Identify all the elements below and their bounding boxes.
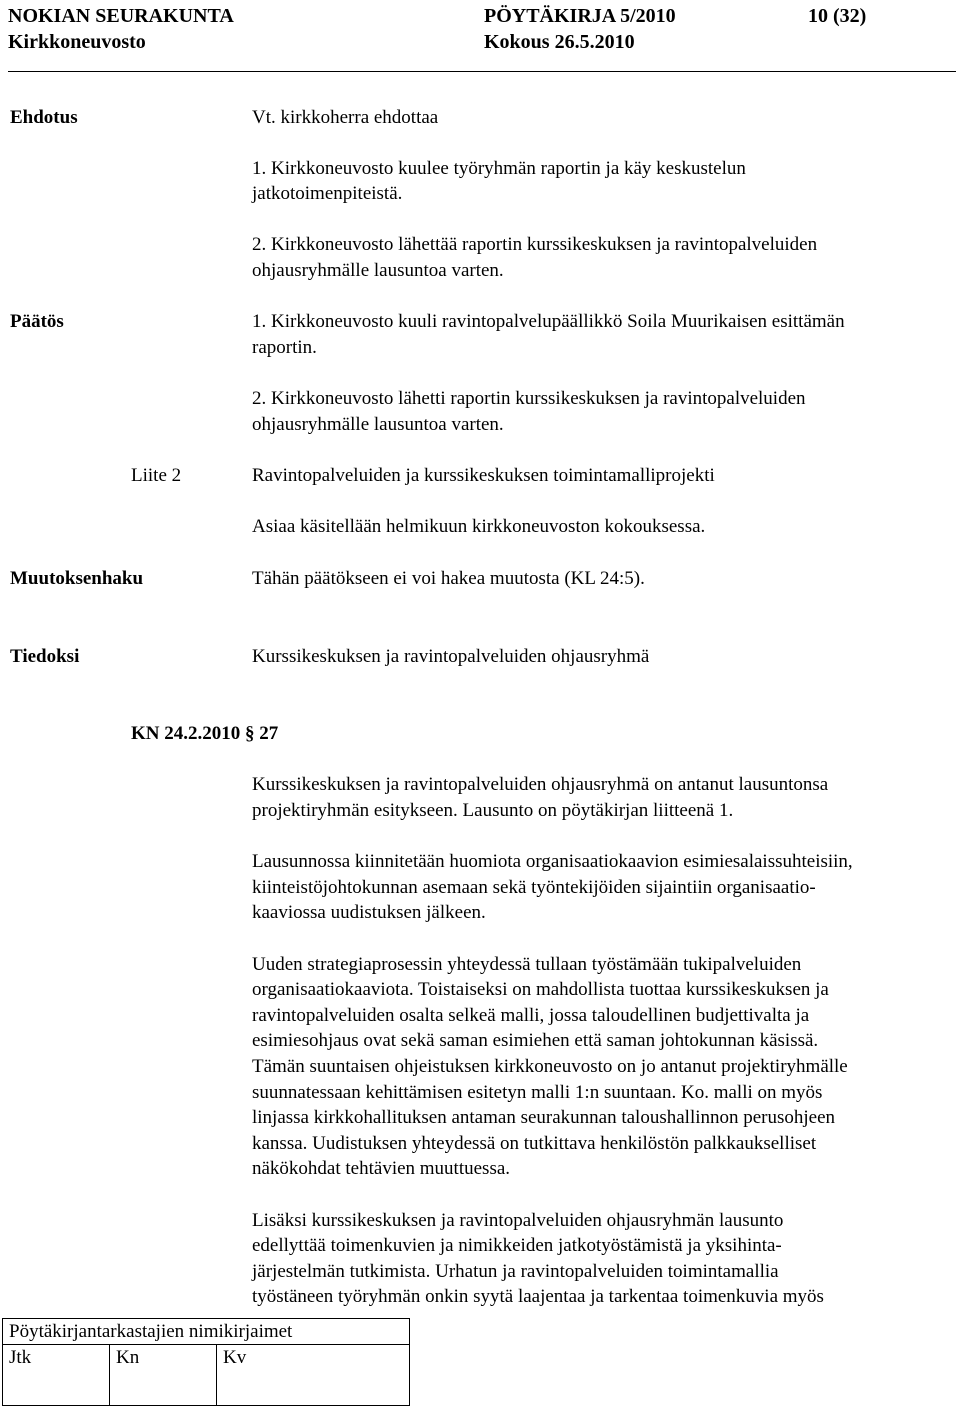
ehdotus-item1-line1: 1. Kirkkoneuvosto kuulee työryhmän raportin ja käy keskustelun — [252, 158, 746, 179]
liite-label: Liite 2 — [131, 465, 182, 486]
signature-cell-kv: Kv — [217, 1345, 410, 1406]
ehdotus-item1-line2: jatkotoimenpiteistä. — [252, 183, 403, 204]
paatos-item2-line2: ohjausryhmälle lausuntoa varten. — [252, 414, 504, 435]
ehdotus-label: Ehdotus — [10, 107, 78, 128]
paatos-item2-line1: 2. Kirkkoneuvosto lähetti raportin kurssikeskuksen ja ravintopalveluiden — [252, 388, 806, 409]
page-number: 10 (32) — [808, 5, 867, 27]
organ-name: Kirkkoneuvosto — [8, 31, 146, 53]
org-name: NOKIAN SEURAKUNTA — [8, 5, 234, 27]
meeting-date: Kokous 26.5.2010 — [484, 31, 635, 53]
p2-line-3: kaaviossa uudistuksen jälkeen. — [252, 902, 486, 923]
tiedoksi-text: Kurssikeskuksen ja ravintopalveluiden ohjausryhmä — [252, 646, 650, 667]
tiedoksi-label: Tiedoksi — [10, 646, 80, 667]
paatos-item1-line1: 1. Kirkkoneuvosto kuuli ravintopalvelupäällikkö Soila Muurikaisen esittämän — [252, 311, 845, 332]
p3-line-7: linjassa kirkkohallituksen antaman seurakunnan taloushallinnon perusohjeen — [252, 1107, 836, 1128]
p1-line-2: projektiryhmän esitykseen. Lausunto on pöytäkirjan liitteenä 1. — [252, 800, 734, 821]
document-title: PÖYTÄKIRJA 5/2010 — [484, 5, 676, 27]
signature-cell-kn: Kn — [110, 1345, 217, 1406]
ehdotus-item2-line1: 2. Kirkkoneuvosto lähettää raportin kurssikeskuksen ja ravintopalveluiden — [252, 234, 818, 255]
ehdotus-item2-line2: ohjausryhmälle lausuntoa varten. — [252, 260, 504, 281]
signature-title: Pöytäkirjantarkastajien nimikirjaimet — [3, 1319, 410, 1345]
p2-line-1: Lausunnossa kiinnitetään huomiota organisaatiokaavion esimiesalaissuhteisiin, — [252, 851, 853, 872]
p2-line-2: kiinteistöjohtokunnan asemaan sekä työntekijöiden sijaintiin organisaatio- — [252, 877, 816, 898]
p3-line-9: näkökohdat tehtävien muuttuessa. — [252, 1158, 511, 1179]
p4-line-1: Lisäksi kurssikeskuksen ja ravintopalveluiden ohjausryhmän lausunto — [252, 1210, 784, 1231]
p4-line-2: edellyttää toimenkuvien ja nimikkeiden jatkotyöstämistä ja yksihinta- — [252, 1235, 782, 1256]
p4-line-3: järjestelmän tutkimista. Urhatun ja ravintopalveluiden toimintamallia — [252, 1261, 779, 1282]
muutoksenhaku-label: Muutoksenhaku — [10, 568, 144, 589]
p1-line-1: Kurssikeskuksen ja ravintopalveluiden ohjausryhmä on antanut lausuntonsa — [252, 774, 829, 795]
p3-line-5: Tämän suuntaisen ohjeistuksen kirkkoneuvosto on jo antanut projektiryhmälle — [252, 1056, 848, 1077]
p3-line-6: suunnatessaan kehittämisen esitetyn malli 1:n suuntaan. Ko. malli on myös — [252, 1082, 823, 1103]
paatos-label: Päätös — [10, 311, 64, 332]
liite-text: Ravintopalveluiden ja kurssikeskuksen toimintamalliprojekti — [252, 465, 715, 486]
p3-line-3: ravintopalveluiden osalta selkeä malli, jossa taloudellinen budjettivalta ja — [252, 1005, 810, 1026]
p3-line-1: Uuden strategiaprosessin yhteydessä tullaan työstämään tukipalveluiden — [252, 954, 802, 975]
muutoksenhaku-text: Tähän päätökseen ei voi hakea muutosta (KL 24:5). — [252, 568, 645, 589]
header-rule — [8, 71, 956, 72]
signature-cell-jtk: Jtk — [3, 1345, 110, 1406]
paatos-item1-line2: raportin. — [252, 337, 317, 358]
ehdotus-intro: Vt. kirkkoherra ehdottaa — [252, 107, 439, 128]
p4-line-4: työstäneen työryhmän onkin syytä laajentaa ja tarkentaa toimenkuvia myös — [252, 1286, 824, 1307]
note-text: Asiaa käsitellään helmikuun kirkkoneuvoston kokouksessa. — [252, 516, 706, 537]
signature-table — [2, 1318, 410, 1406]
section-heading: KN 24.2.2010 § 27 — [131, 723, 279, 744]
p3-line-2: organisaatiokaaviota. Toistaiseksi on mahdollista tuottaa kurssikeskuksen ja — [252, 979, 829, 1000]
p3-line-8: kanssa. Uudistuksen yhteydessä on tutkittava henkilöstön palkkaukselliset — [252, 1133, 817, 1154]
p3-line-4: esimiesohjaus ovat sekä saman esimiehen että saman johtokunnan käsissä. — [252, 1030, 819, 1051]
